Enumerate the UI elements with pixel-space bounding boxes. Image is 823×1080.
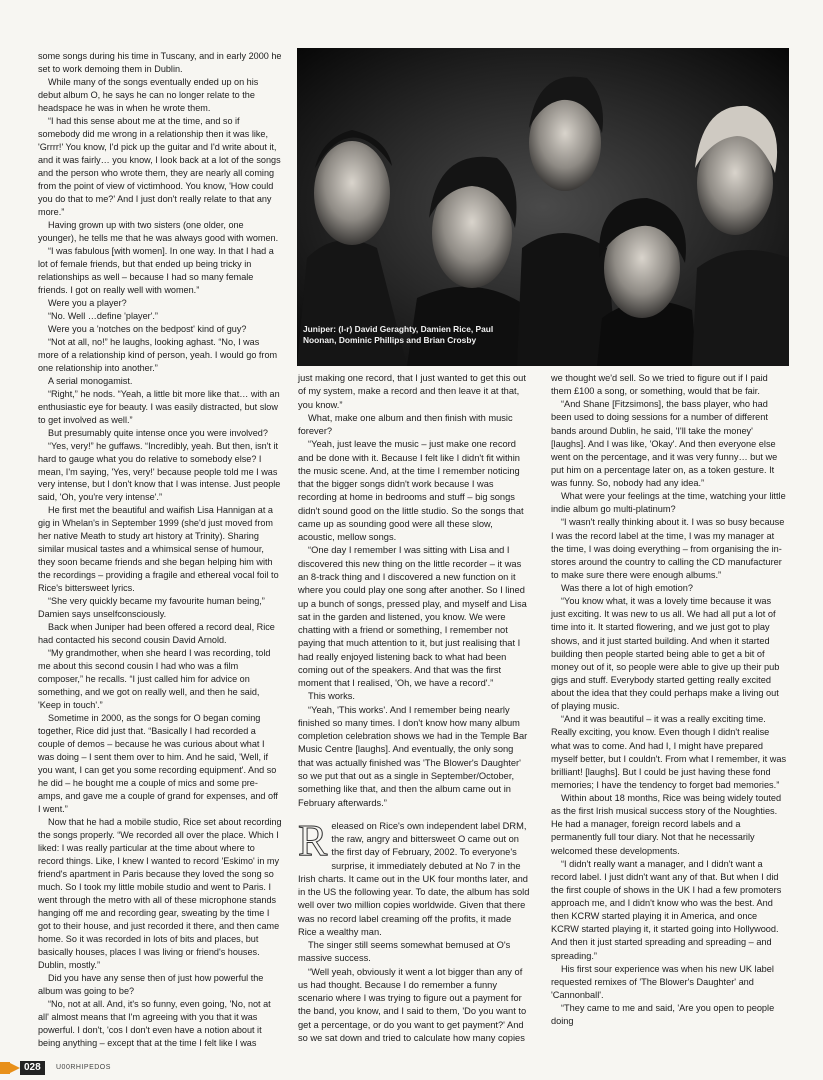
paragraph: some songs during his time in Tuscany, and in early 2000 he set to work demoing them in Dublin. [38,51,282,74]
paragraph: Were you a player? [48,297,127,308]
paragraph: What, make one album and then finish with music forever? [298,412,513,437]
band-photo [297,48,789,366]
caption-text: (l-r) David Geraghty, Damien Rice, Paul Noonan, Dominic Phillips and Brian Crosby [303,324,494,345]
paragraph: “Not at all, no!” he laughs, looking aghast. “No, I was more of a relationship kind of person, yeah. I would go from one relationship into another.” [38,336,278,373]
paragraph: “And it was beautiful – it was a really exciting time. Really exciting, you know. Even though I didn't realise what was to come. And had I, I might have prepared myself better, but I couldn't. From what I remember, it was brilliant! [laughs]. But I could be just having these fond memories; I have the tendency to forget bad memories.” [551,714,787,790]
paragraph: Did you have any sense then of just how powerful the album was going to be? [38,972,264,996]
paragraph: “One day I remember I was sitting with Lisa and I discovered this new thing on the little recorder – it was an 8-track thing and I discovered a new function on it where you could play one song after another. So I lined up a bunch of songs, pressed play, and myself and Lisa sat in the garden and listened, you know. We were chatting with a friend or something, I remember not paying that much attention to it, but just realising that I had really enjoyed listening back to what had been coming out of the speakers. And that was the first moment that I realised, 'Oh, we have a record'.” [298,545,527,689]
paragraph: Were you a 'notches on the bedpost' kind of guy? [48,323,247,334]
paragraph: “I had this sense about me at the time, and so if somebody did me wrong in a relationship then it was like, 'Grrrr!' You know, I'd pick up the guitar and I'd write about it, and it was fairly… you know, I look back at a lot of the songs and the person who wrote them, they are nearly all coming from the point of view of victimhood. You know, 'How could you do that to me?' And I just don't really relate to that any more.” [38,115,281,217]
paragraph: Sometime in 2000, as the songs for O began coming together, Rice did just that. “Basically I had recorded a couple of demos – because he was curious about what I was doing – I sent them over to him. And he said, 'Well, if you want, I can get you some recording equipment'. And so he did – he bought me a couple of mics and some pre-amps, and gave me a couple of grand for expenses, and off I went.” [38,713,278,815]
paragraph: “And Shane [Fitzsimons], the bass player, who had been used to doing sessions for a number of different bands around Dublin, he said, 'I'll take the money' [laughs]. And I was like, 'Okay'. And then everyone else went on the percentage, and it was very funny… but we put him on a percentage later on, as a token gesture. It was funny. So, nobody had any idea.” [551,399,778,488]
paragraph: While many of the songs eventually ended up on his debut album O, he says he can no longer relate to the headspace he was in when he wrote them. [38,76,259,113]
paragraph: “My grandmother, when she heard I was recording, told me about this second cousin I had who was a film composer,” he recalls. “I just called him for advice on something, and we got on really well, and then he said, 'Keep in touch'.” [38,648,271,711]
caption-lead: Juniper: [303,324,337,334]
paragraph: “No, not at all. And, it's so funny, even going, 'No, not at all' almost means that I'm agreeing with you that it was powerful. I don't, 'cos I don't even have a notion about it being anything – except that at the time I felt like I was [38,998,271,1048]
paragraph: “I didn't really want a manager, and I didn't want a record label. I just didn't want any of that. But when I did the first couple of shows in the UK I had a few promoters approach me, and I didn't know who was the best. And then KCRW started playing it in America, and once KCRW started playing it, it started going into Hollywood. And then it just started spreading and spreading – and spreading.” [551,858,782,961]
paragraph: “You know what, it was a lovely time because it was just exciting. It was new to us all. We had all put a lot of time into it. It started flowering, and we just got to play shows, and it just started building. And when it started building then people started being able to get a bit of money out of it, so people were able to give up their pub gigs and stuff. Everybody started getting really excited about the idea that they could perhaps make a living out of playing music. [551,596,780,712]
article-column-2 [298,372,531,1045]
paragraph: Having grown up with two sisters (one older, one younger), he tells me that he was always good with women. [38,219,279,243]
paragraph: “Well yeah, obviously it went a lot bigger than any of us had thought. Because I do remember a funny scenario where I was trying to figure out a payment for the band, you know, and I said to them, 'Do you want to get a percentage, or do you want to get payment?' And so we sat down and tried to calculate how many copies [298,966,527,1044]
paragraph: This works. [308,691,356,702]
article-column-3 [551,372,787,1028]
paragraph: Within about 18 months, Rice was being widely touted as the first Irish musical success story of the Noughties. He had a manager, foreign record labels and a permanently full tour diary. Not that he necessarily welcomed these developments. [551,793,782,856]
paragraph: His first sour experience was when his new UK label requested remixes of 'The Blower's Daughter' and 'Cannonball'. [551,963,774,1000]
paragraph: “I was fabulous [with women]. In one way. In that I had a lot of female friends, but that ended up being tricky in relationships as well – because I had so many female friends. I got on really well with women.” [38,245,274,295]
paragraph: A serial monogamist. [48,375,133,386]
paragraph: we thought we'd sell. So we tried to figure out if I paid them £100 a song, or something, would that be fair. [551,373,768,397]
paragraph: “I wasn't really thinking about it. I was so busy because I was the record label at the time, I was my manager at the time, I was doing everything – from organising the in-stores around the country to calling the CD manufacturer to make sure there were enough albums.” [551,517,785,580]
paragraph [298,815,531,939]
paragraph: The singer still seems somewhat bemused at O's massive success. [298,940,511,964]
paragraph: just making one record, that I just wanted to get this out of my system, make a record and then leave it at that, you know.” [298,373,526,410]
photo-caption [303,324,523,346]
magazine-name: U00RHIPEDOS [56,1064,111,1071]
paragraph: What were your feelings at the time, watching your little indie album go multi-platinum? [551,491,786,515]
paragraph: “Yeah, 'This works'. And I remember being nearly finished so many times. I don't know how many album completion celebration shows we had in the Temple Bar Music Centre [laughs]. And eventually, the only song that was actually finished was 'The Blower's Daughter' so we put that out as a single in September/October, something like that, and then the album came out in February afterwards.” [298,704,528,808]
paragraph: Now that he had a mobile studio, Rice set about recording the songs properly. “We recorded all over the place. Which I liked: I was really particular at the time about where to record things. Like, I knew I wanted to record 'Eskimo' in my friend's apartment in Paris because they loved the song so much. So I took my little mobile studio and went to Paris. I went through the metro with all of these microphone stands hanging off me and recording gear, sweating by the time I got to their house, and just recorded it there, and then came home. So it was recorded in lots of bits and places, but basically houses, places I was living or friend's houses. Dublin, mostly.” [38,817,282,970]
folio-arrow-icon [8,1062,20,1074]
paragraph: Was there a lot of high emotion? [561,583,693,593]
paragraph: “They came to me and said, 'Are you open to people doing [551,1003,775,1027]
paragraph: “She very quickly became my favourite human being,” Damien says unselfconsciously. [38,596,265,620]
paragraph: “Yeah, just leave the music – just make one record and be done with it. Because I felt like I didn't fit within the music scene. And, at the time I remember noticing that the bigger songs didn't work because I was recording at home in bedrooms and stuff – big songs didn't sound good on the little studio. So the songs that came up as sounding good were all these slow, acoustic, mellow songs. [298,439,524,543]
article-column-1 [38,50,282,1050]
page-number: 028 [20,1061,45,1075]
paragraph-text: eleased on Rice's own independent label DRM, the raw, angry and bittersweet O came out on the first day of February, 2002. To everyone's surprise, it immediately debuted at No 7 in the Irish charts. It came out in the UK four months later, and in the US the following year. To date, the album has sold well over two million copies worldwide. Given that there was no record label creaming off the profits, it made Rice a wealthy man. [298,820,530,937]
band-photo-illustration [297,48,789,366]
paragraph: Back when Juniper had been offered a record deal, Rice had contacted his second cousin David Arnold. [38,622,275,646]
paragraph: “Yes, very!” he guffaws. “Incredibly, yeah. But then, isn't it hard to gauge what you do relative to somebody else? I mean, I'm saying, 'Yes, very!' because people told me I was very intense, but I don't know that I was intense. Just people said, 'Oh, you're very intense'.” [38,440,281,503]
paragraph: But presumably quite intense once you were involved? [48,427,268,438]
paragraph: “Right,” he nods. “Yeah, a little bit more like that… with an enthusiastic eye for beauty. I was easily distracted, but slow to get involved as well.” [38,388,280,425]
paragraph: “No. Well …define 'player'.” [48,310,158,321]
page-footer [0,1059,823,1080]
drop-cap: R [298,815,328,865]
paragraph: He first met the beautiful and waifish Lisa Hannigan at a gig in Whelan's in September 1999 (she'd just moved from her native Meath to study art history at Trinity). Sharing similar musical tastes and a whimsical sense of humour, they soon became friends and she began helping him with the recordings – providing a fragile and ethereal vocal foil to Rice's bittersweet lyrics. [38,505,279,594]
